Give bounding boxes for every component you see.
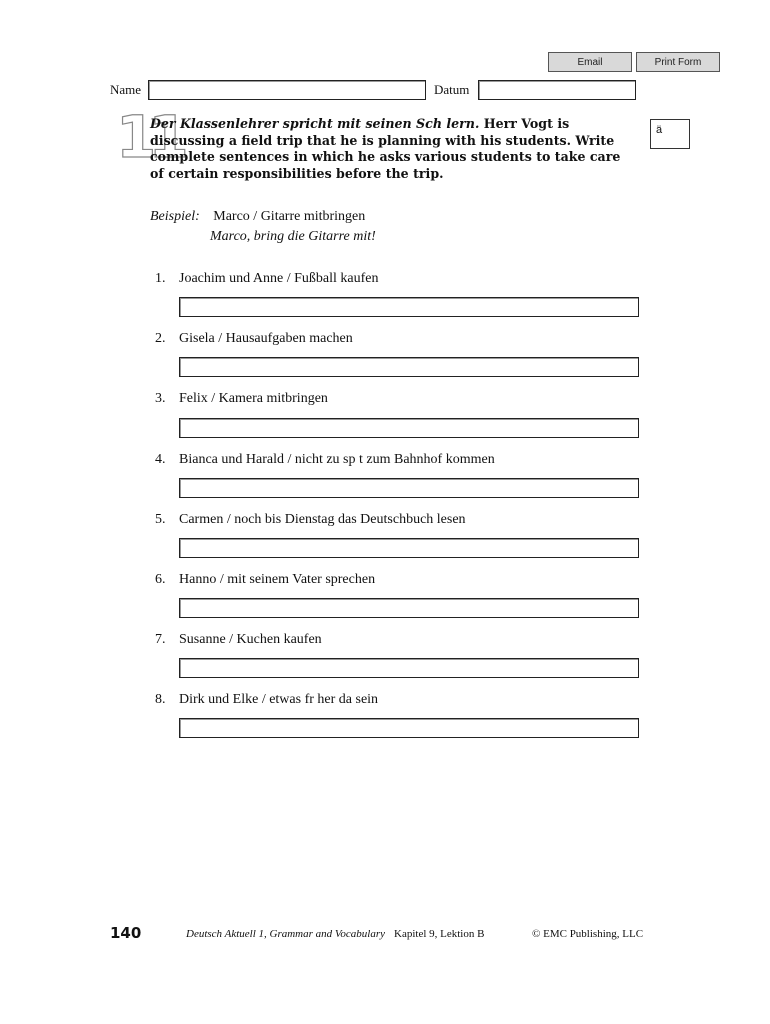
item-number: 8. bbox=[155, 692, 166, 707]
print-form-button[interactable]: Print Form bbox=[636, 52, 720, 72]
answer-field-3[interactable] bbox=[179, 418, 639, 438]
item-number: 4. bbox=[155, 452, 166, 467]
datum-field[interactable] bbox=[478, 80, 636, 100]
exercise-number: 11 bbox=[116, 103, 181, 171]
list-item bbox=[155, 572, 375, 588]
item-number: 2. bbox=[155, 331, 166, 346]
list-item bbox=[155, 512, 466, 528]
example-label: Beispiel: bbox=[150, 209, 200, 224]
item-prompt: Susanne / Kuchen kaufen bbox=[179, 632, 322, 647]
name-field[interactable] bbox=[148, 80, 426, 100]
item-number: 6. bbox=[155, 572, 166, 587]
email-button[interactable]: Email bbox=[548, 52, 632, 72]
exercise-instruction bbox=[150, 116, 630, 182]
answer-field-4[interactable] bbox=[179, 478, 639, 498]
example-prompt: Marco / Gitarre mitbringen bbox=[213, 209, 366, 224]
list-item bbox=[155, 271, 378, 287]
item-prompt: Bianca und Harald / nicht zu sp t zum Bahnhof kommen bbox=[179, 452, 495, 467]
footer-copyright: © EMC Publishing, LLC bbox=[532, 928, 644, 940]
item-number: 3. bbox=[155, 391, 166, 406]
answer-field-1[interactable] bbox=[179, 297, 639, 317]
answer-field-7[interactable] bbox=[179, 658, 639, 678]
list-item bbox=[155, 331, 353, 347]
item-number: 1. bbox=[155, 271, 166, 286]
item-prompt: Carmen / noch bis Dienstag das Deutschbuch lesen bbox=[179, 512, 466, 527]
item-number: 5. bbox=[155, 512, 166, 527]
answer-field-5[interactable] bbox=[179, 538, 639, 558]
side-input-box[interactable]: ä bbox=[650, 119, 690, 149]
datum-label: Datum bbox=[434, 82, 470, 97]
item-prompt: Hanno / mit seinem Vater sprechen bbox=[179, 572, 376, 587]
name-label: Name bbox=[110, 82, 142, 97]
example-answer: Marco, bring die Gitarre mit! bbox=[210, 229, 376, 244]
list-item bbox=[155, 632, 322, 648]
item-prompt: Joachim und Anne / Fußball kaufen bbox=[179, 271, 379, 286]
item-prompt: Felix / Kamera mitbringen bbox=[179, 391, 328, 406]
list-item bbox=[155, 692, 378, 708]
instruction-german: Der Klassenlehrer spricht mit seinen Sch lern. bbox=[150, 116, 480, 131]
example-block bbox=[150, 209, 376, 244]
answer-field-6[interactable] bbox=[179, 598, 639, 618]
list-item bbox=[155, 391, 328, 407]
page-number: 140 bbox=[110, 924, 142, 942]
footer-chapter: Kapitel 9, Lektion B bbox=[394, 928, 485, 940]
footer-book-title: Deutsch Aktuell 1, Grammar and Vocabulary bbox=[186, 928, 385, 940]
item-prompt: Gisela / Hausaufgaben machen bbox=[179, 331, 353, 346]
answer-field-8[interactable] bbox=[179, 718, 639, 738]
list-item bbox=[155, 452, 495, 468]
item-number: 7. bbox=[155, 632, 166, 647]
instruction-english: Herr Vogt is discussing a field trip that he is planning with his students. Write complete sentences in which he asks various students to take care of certain responsibilities before the trip. bbox=[150, 116, 621, 181]
item-prompt: Dirk und Elke / etwas fr her da sein bbox=[179, 692, 379, 707]
answer-field-2[interactable] bbox=[179, 357, 639, 377]
